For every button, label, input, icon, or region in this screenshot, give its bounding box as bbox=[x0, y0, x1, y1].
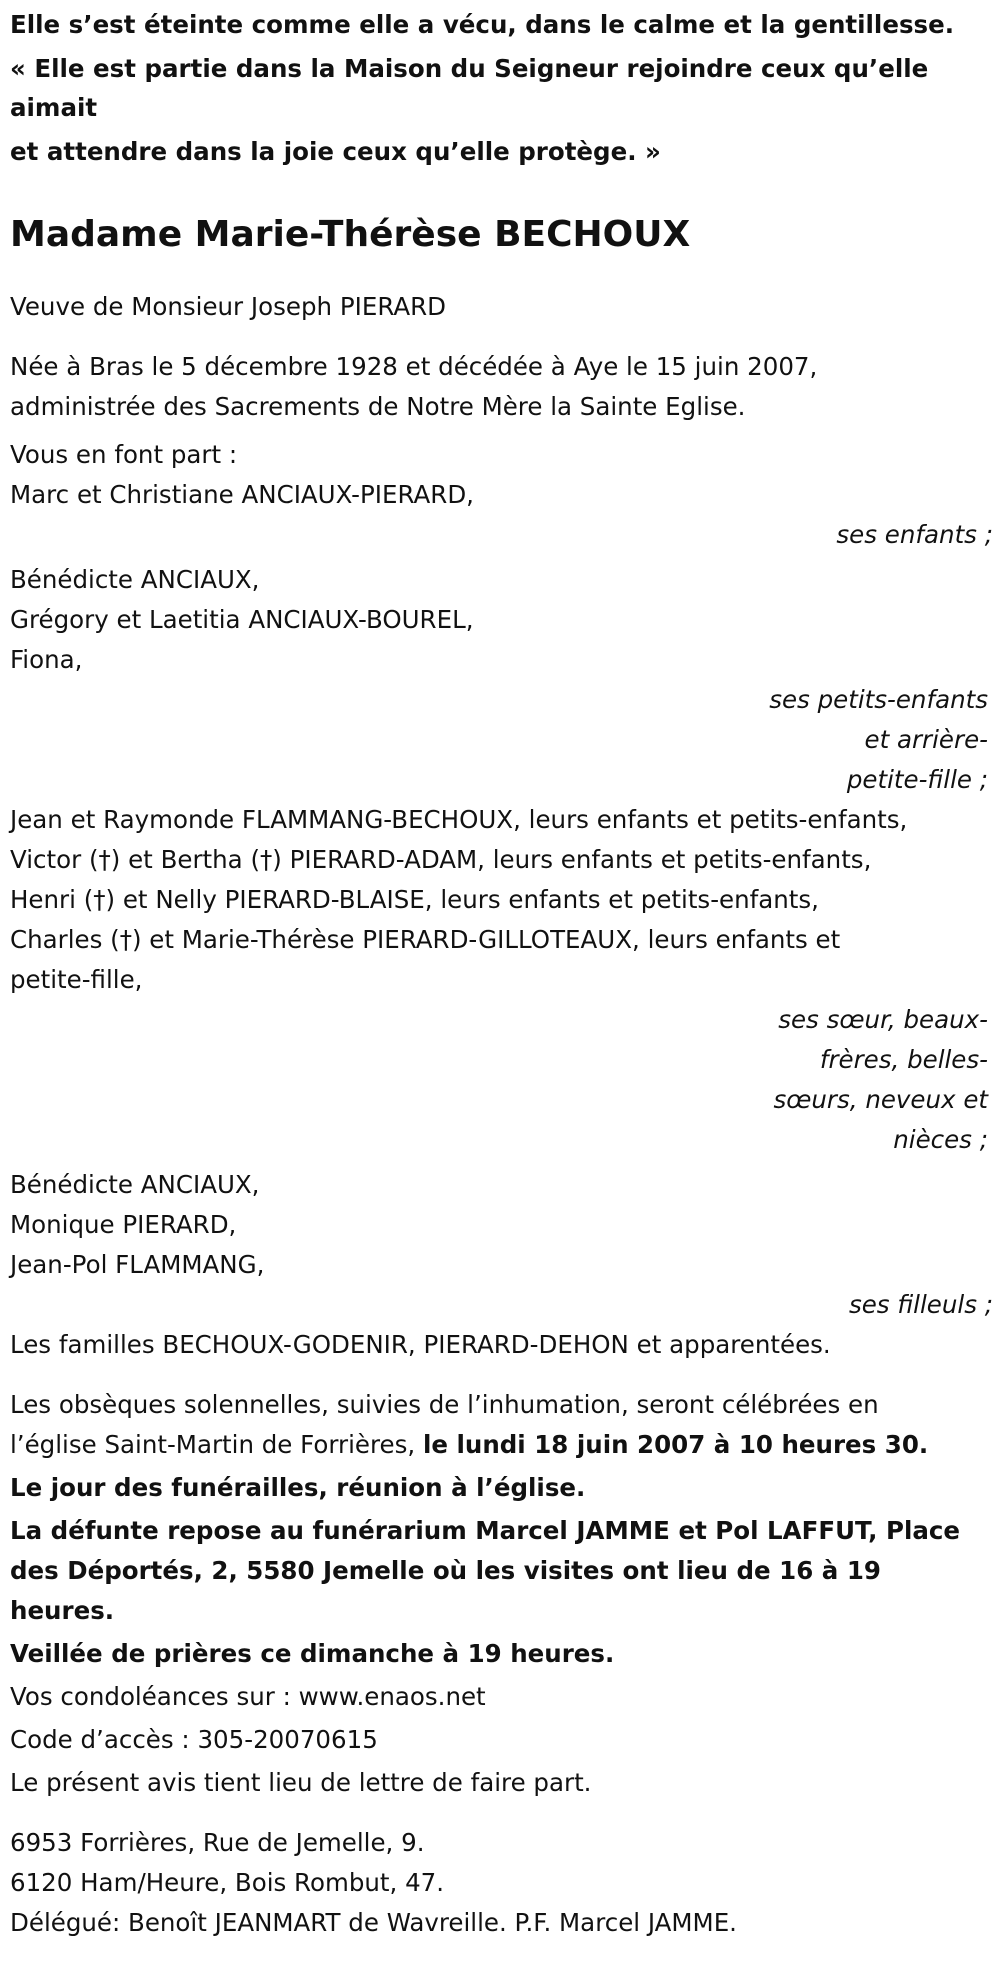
meeting-line: Le jour des funérailles, réunion à l’église. bbox=[10, 1473, 586, 1502]
rest-line-2: des Déportés, 2, 5580 Jemelle où les visites ont lieu de 16 à 19 heures. bbox=[10, 1556, 881, 1625]
funeral-place: l’église Saint-Martin de Forrières, bbox=[10, 1430, 423, 1459]
address-line: 6120 Ham/Heure, Bois Rombut, 47. bbox=[10, 1868, 445, 1897]
godchild-name: Jean-Pol FLAMMANG, bbox=[10, 1250, 265, 1279]
funeral-line-2 bbox=[10, 1425, 988, 1465]
siblings-label-line: frères, belles- bbox=[819, 1045, 988, 1074]
rest-line-1: La défunte repose au funérarium Marcel JAMME et Pol LAFFUT, Place bbox=[10, 1516, 961, 1545]
quote-line-2: et attendre dans la joie ceux qu’elle protège. » bbox=[10, 137, 661, 166]
sibling-line: Jean et Raymonde FLAMMANG-BECHOUX, leurs enfants et petits-enfants, bbox=[10, 805, 908, 834]
obituary bbox=[10, 5, 993, 1943]
siblings-label-line: nièces ; bbox=[893, 1125, 988, 1154]
address-line: 6953 Forrières, Rue de Jemelle, 9. bbox=[10, 1828, 425, 1857]
sibling-line: Victor (†) et Bertha (†) PIERARD-ADAM, leurs enfants et petits-enfants, bbox=[10, 845, 872, 874]
announce-line: Vous en font part : bbox=[10, 440, 238, 469]
notice-line: Le présent avis tient lieu de lettre de faire part. bbox=[10, 1768, 592, 1797]
deceased-name: Madame Marie-Thérèse BECHOUX bbox=[10, 214, 691, 255]
funeral-line-1: Les obsèques solennelles, suivies de l’inhumation, seront célébrées en bbox=[10, 1390, 879, 1419]
siblings-label-line: sœurs, neveux et bbox=[773, 1085, 988, 1114]
vigil-line: Veillée de prières ce dimanche à 19 heures. bbox=[10, 1639, 615, 1668]
families-line: Les familles BECHOUX-GODENIR, PIERARD-DEHON et apparentées. bbox=[10, 1330, 831, 1359]
sibling-line: petite-fille, bbox=[10, 965, 143, 994]
godchildren-label: ses filleuls ; bbox=[848, 1290, 993, 1319]
children-label: ses enfants ; bbox=[836, 520, 993, 549]
godchild-name: Monique PIERARD, bbox=[10, 1210, 237, 1239]
grandchild-name: Fiona, bbox=[10, 645, 83, 674]
birth-death-line-2: administrée des Sacrements de Notre Mère la Sainte Eglise. bbox=[10, 392, 746, 421]
sibling-line: Charles (†) et Marie-Thérèse PIERARD-GILLOTEAUX, leurs enfants et bbox=[10, 925, 841, 954]
grandchildren-label-line: et arrière- bbox=[864, 725, 988, 754]
intro-line: Elle s’est éteinte comme elle a vécu, dans le calme et la gentillesse. bbox=[10, 10, 955, 39]
grandchild-name: Bénédicte ANCIAUX, bbox=[10, 565, 260, 594]
funeral-date: le lundi 18 juin 2007 à 10 heures 30. bbox=[422, 1430, 929, 1459]
sibling-line: Henri (†) et Nelly PIERARD-BLAISE, leurs enfants et petits-enfants, bbox=[10, 885, 819, 914]
grandchild-name: Grégory et Laetitia ANCIAUX-BOUREL, bbox=[10, 605, 474, 634]
siblings-label-line: ses sœur, beaux- bbox=[778, 1005, 988, 1034]
godchild-name: Bénédicte ANCIAUX, bbox=[10, 1170, 260, 1199]
widow-line: Veuve de Monsieur Joseph PIERARD bbox=[10, 292, 446, 321]
grandchildren-label-line: ses petits-enfants bbox=[769, 685, 988, 714]
delegate-line: Délégué: Benoît JEANMART de Wavreille. P.F. Marcel JAMME. bbox=[10, 1908, 737, 1937]
quote-line-1: « Elle est partie dans la Maison du Seigneur rejoindre ceux qu’elle aimait bbox=[10, 54, 929, 122]
birth-death-line-1: Née à Bras le 5 décembre 1928 et décédée à Aye le 15 juin 2007, bbox=[10, 352, 818, 381]
condolences-line: Vos condoléances sur : www.enaos.net bbox=[10, 1682, 486, 1711]
children-name: Marc et Christiane ANCIAUX-PIERARD, bbox=[10, 480, 474, 509]
grandchildren-label-line: petite-fille ; bbox=[846, 765, 988, 794]
access-code-line: Code d’accès : 305-20070615 bbox=[10, 1725, 378, 1754]
